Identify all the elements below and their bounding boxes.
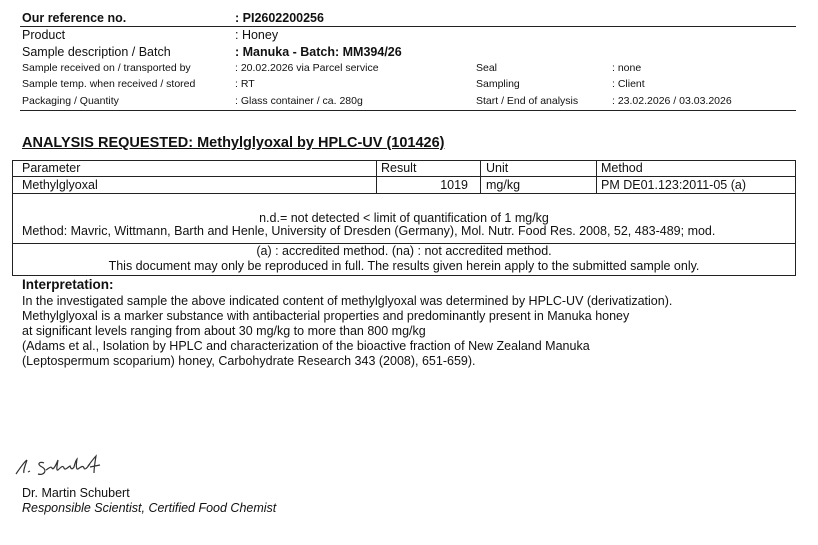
col-divider-result <box>376 160 377 193</box>
sample-received-label: Sample received on / transported by <box>22 62 191 74</box>
cell-result: 1019 <box>440 178 468 192</box>
interpretation-line-5: (Leptospermum scoparium) honey, Carbohydrate Research 343 (2008), 651-659). <box>22 354 476 368</box>
product-label: Product <box>22 28 66 42</box>
note-reproduction: This document may only be reproduced in full. The results given herein apply to the submitted sample only. <box>108 259 700 273</box>
analysis-period-label: Start / End of analysis <box>476 95 579 107</box>
table-bottom-rule <box>12 275 796 276</box>
note-method: Method: Mavric, Wittmann, Barth and Henle, University of Dresden (Germany), Mol. Nutr. Food Res. 2008, 52, 483-489; mod. <box>22 224 716 238</box>
col-header-result: Result <box>381 161 417 175</box>
cell-parameter: Methylglyoxal <box>22 178 98 192</box>
handwritten-signature <box>14 452 114 482</box>
seal-value: : none <box>612 62 642 74</box>
interpretation-heading: Interpretation: <box>22 277 114 292</box>
sample-temp-value: : RT <box>235 78 255 90</box>
reference-value: : PI2602200256 <box>235 11 324 25</box>
note-accredited: (a) : accredited method. (na) : not accredited method. <box>256 244 552 258</box>
table-row-rule <box>12 193 796 194</box>
signatory-title: Responsible Scientist, Certified Food Chemist <box>22 501 277 515</box>
signatory-name: Dr. Martin Schubert <box>22 486 130 500</box>
sampling-value: : Client <box>612 78 645 90</box>
header-top-rule <box>20 26 796 27</box>
sample-description-label: Sample description / Batch <box>22 45 171 59</box>
packaging-value: : Glass container / ca. 280g <box>235 95 363 107</box>
product-value: : Honey <box>235 28 279 42</box>
interpretation-line-3: at significant levels ranging from about 30 mg/kg to more than 800 mg/kg <box>22 324 426 338</box>
note-nd: n.d.= not detected < limit of quantification of 1 mg/kg <box>259 211 549 225</box>
seal-label: Seal <box>476 62 498 74</box>
analysis-period-value: : 23.02.2026 / 03.03.2026 <box>612 95 732 107</box>
sample-received-value: : 20.02.2026 via Parcel service <box>235 62 379 74</box>
interpretation-line-4: (Adams et al., Isolation by HPLC and characterization of the bioactive fraction of New Zealand Manuka <box>22 339 590 353</box>
col-header-parameter: Parameter <box>22 161 81 175</box>
col-divider-method <box>596 160 597 193</box>
analysis-heading: ANALYSIS REQUESTED: Methylglyoxal by HPLC-UV (101426) <box>22 135 445 151</box>
cell-method: PM DE01.123:2011-05 (a) <box>601 178 746 192</box>
packaging-label: Packaging / Quantity <box>22 95 119 107</box>
col-header-unit: Unit <box>486 161 509 175</box>
sampling-label: Sampling <box>476 78 520 90</box>
table-header-rule <box>12 176 796 177</box>
interpretation-line-2: Methylglyoxal is a marker substance with antibacterial properties and predominantly present in Manuka honey <box>22 309 630 323</box>
sample-description-value: : Manuka - Batch: MM394/26 <box>235 45 402 59</box>
interpretation-line-1: In the investigated sample the above indicated content of methylglyoxal was determined by HPLC-UV (derivatization). <box>22 294 673 308</box>
reference-label: Our reference no. <box>22 11 127 25</box>
cell-unit: mg/kg <box>486 178 521 192</box>
sample-temp-label: Sample temp. when received / stored <box>22 78 196 90</box>
col-divider-unit <box>480 160 481 193</box>
header-bottom-rule <box>20 110 796 111</box>
col-header-method: Method <box>601 161 643 175</box>
